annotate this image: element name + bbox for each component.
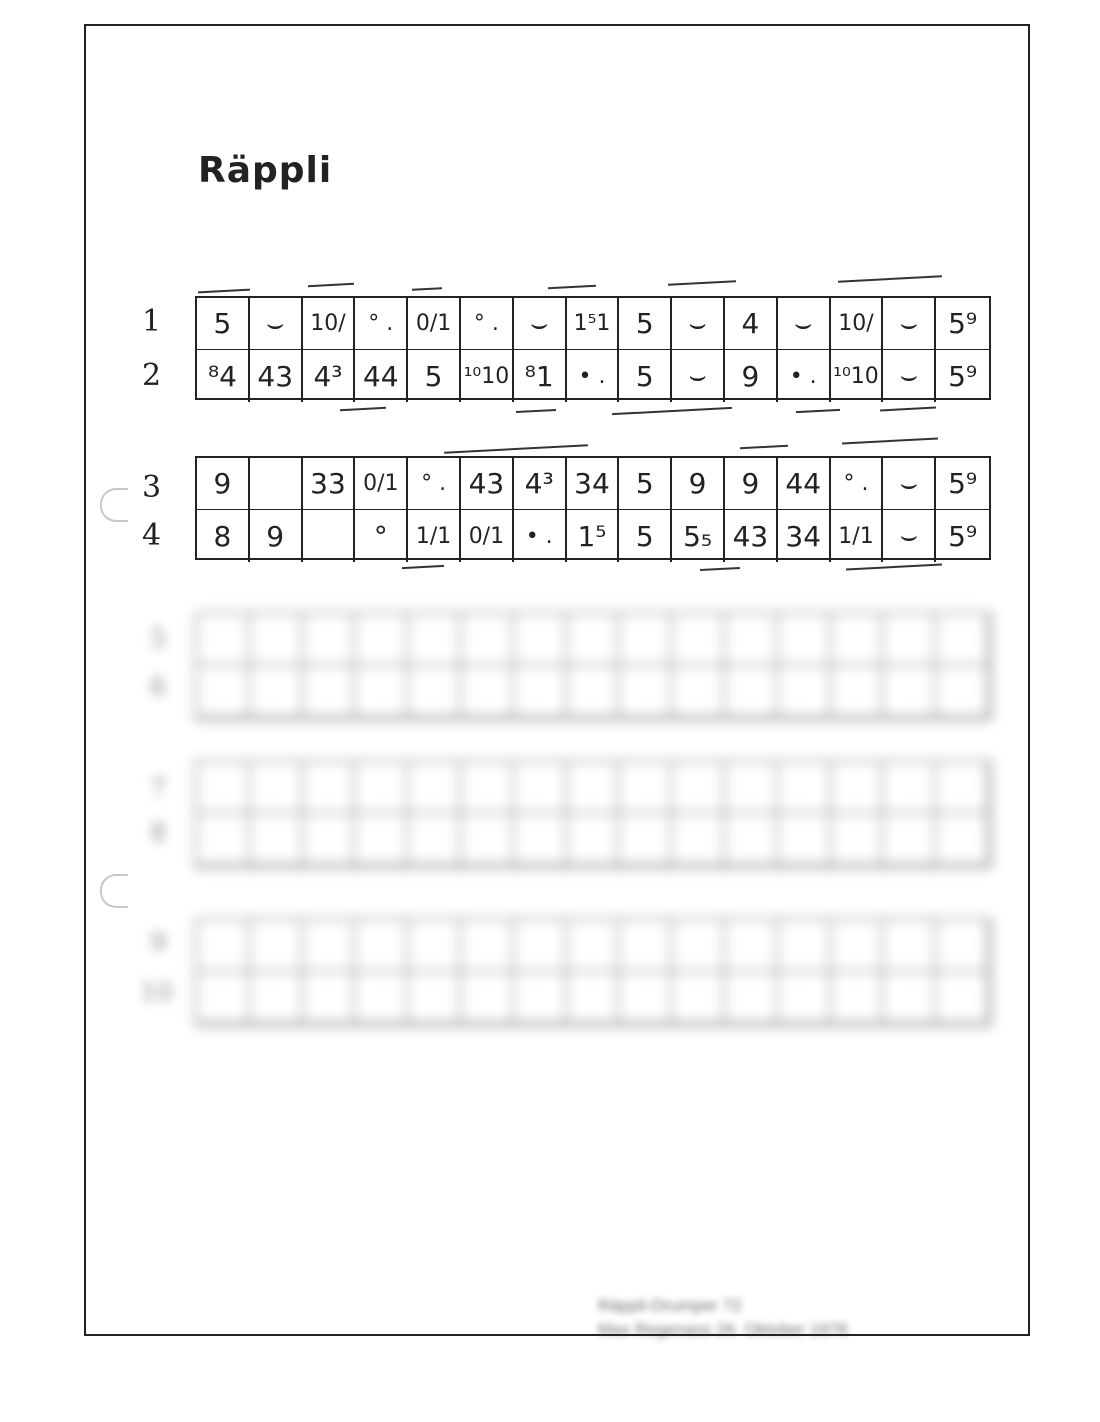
tab-cell: 5⁹ [936, 458, 989, 510]
blurred-cell [303, 762, 356, 814]
tab-cell [303, 510, 356, 562]
blurred-cell [936, 920, 989, 972]
blurred-cell [725, 614, 778, 666]
tab-cell: 5 [619, 458, 672, 510]
tab-cell: 43 [250, 350, 303, 402]
tab-cell: ° . [831, 458, 884, 510]
blurred-cell [408, 666, 461, 718]
blurred-cell [936, 614, 989, 666]
blurred-cell [619, 666, 672, 718]
punch-hole-upper [100, 488, 128, 522]
tab-cell: ⌣ [778, 298, 831, 350]
blurred-row-number: 7 [150, 774, 167, 804]
blurred-cell [567, 614, 620, 666]
blurred-tablature-block-3 [195, 612, 991, 720]
blurred-cell [778, 920, 831, 972]
blurred-cell [619, 762, 672, 814]
blurred-cell [831, 920, 884, 972]
tab-cell: ° . [355, 298, 408, 350]
blurred-cell [197, 666, 250, 718]
tab-cell: 0/1 [461, 510, 514, 562]
blurred-cell [831, 972, 884, 1024]
tab-cell: ⌣ [883, 458, 936, 510]
row-number-2: 2 [142, 358, 162, 393]
blurred-cell [619, 972, 672, 1024]
blurred-cell [303, 972, 356, 1024]
blurred-tablature-block-5 [195, 918, 991, 1026]
blurred-cell [883, 762, 936, 814]
tab-cell: 5⁹ [936, 298, 989, 350]
tab-cell: ° [355, 510, 408, 562]
tab-cell: 5₅ [672, 510, 725, 562]
row-number-4: 4 [142, 518, 162, 553]
tab-cell: 9 [197, 458, 250, 510]
tab-cell: ° . [408, 458, 461, 510]
blurred-cell [831, 762, 884, 814]
row-number-1: 1 [142, 304, 162, 339]
blurred-cell [250, 762, 303, 814]
blurred-cell [778, 666, 831, 718]
blurred-cell [197, 762, 250, 814]
blurred-cell [672, 920, 725, 972]
tab-cell: 33 [303, 458, 356, 510]
blurred-cell [567, 814, 620, 866]
blurred-cell [883, 614, 936, 666]
tab-cell: 9 [672, 458, 725, 510]
blurred-cell [936, 762, 989, 814]
blurred-cell [355, 920, 408, 972]
blurred-cell [883, 814, 936, 866]
blurred-cell [197, 972, 250, 1024]
tab-cell: • . [778, 350, 831, 402]
blurred-cell [725, 972, 778, 1024]
tab-cell: ⌣ [883, 510, 936, 562]
footer-line-1: Räppli-Drumper 72 [598, 1296, 742, 1315]
page-title: Räppli [198, 150, 333, 191]
blurred-cell [197, 614, 250, 666]
blurred-row-number: 8 [150, 818, 167, 848]
tab-cell: 34 [778, 510, 831, 562]
tab-cell: 9 [725, 458, 778, 510]
blurred-cell [303, 666, 356, 718]
blurred-cell [725, 666, 778, 718]
tab-cell: ⌣ [883, 298, 936, 350]
tab-cell: ° . [461, 298, 514, 350]
tab-cell: 5⁹ [948, 519, 978, 553]
blurred-cell [672, 762, 725, 814]
tab-cell: 5 [197, 298, 250, 350]
tab-cell: ⌣ [514, 298, 567, 350]
blurred-cell [461, 614, 514, 666]
blurred-cell [567, 920, 620, 972]
blurred-cell [619, 614, 672, 666]
blurred-cell [197, 814, 250, 866]
tab-cell: ⁸4 [197, 350, 250, 402]
blurred-cell [778, 614, 831, 666]
blurred-cell [461, 666, 514, 718]
blurred-cell [567, 666, 620, 718]
blurred-cell [514, 762, 567, 814]
blurred-cell [672, 972, 725, 1024]
tablature-block-2 [195, 456, 991, 560]
blurred-cell [831, 614, 884, 666]
tab-cell: 0/1 [355, 458, 408, 510]
tab-cell: 1⁵1 [567, 298, 620, 350]
tab-cell: ¹⁰10 [831, 350, 884, 402]
blurred-cell [408, 614, 461, 666]
blurred-cell [514, 614, 567, 666]
blurred-cell [461, 920, 514, 972]
tab-cell: ⌣ [250, 298, 303, 350]
blurred-tablature-block-4 [195, 760, 991, 868]
tab-cell: 43 [461, 458, 514, 510]
blurred-cell [303, 614, 356, 666]
blurred-cell [408, 762, 461, 814]
tab-cell: 44 [355, 350, 408, 402]
blurred-cell [250, 972, 303, 1024]
blurred-cell [461, 814, 514, 866]
blurred-row-number: 5 [150, 624, 167, 654]
blurred-cell [250, 614, 303, 666]
tab-cell: ⌣ [883, 350, 936, 402]
tab-cell: 4 [725, 298, 778, 350]
blurred-cell [514, 666, 567, 718]
blurred-cell [303, 920, 356, 972]
blurred-cell [725, 814, 778, 866]
tab-cell: 1/1 [408, 510, 461, 562]
blurred-cell [408, 972, 461, 1024]
blurred-cell [408, 814, 461, 866]
blurred-row-number: 9 [150, 928, 167, 958]
row-number-3: 3 [142, 470, 162, 505]
punch-hole-lower [100, 874, 128, 908]
blurred-cell [778, 814, 831, 866]
tab-cell: 1/1 [831, 510, 884, 562]
blurred-cell [936, 666, 989, 718]
blurred-cell [514, 920, 567, 972]
tab-cell: • . [514, 510, 567, 562]
blurred-cell [672, 814, 725, 866]
tab-cell: 9 [725, 350, 778, 402]
blurred-cell [408, 920, 461, 972]
blurred-cell [619, 920, 672, 972]
tab-cell: 4³ [514, 458, 567, 510]
tablature-block-1 [195, 296, 991, 400]
blurred-cell [672, 614, 725, 666]
tab-cell: 43 [725, 510, 778, 562]
blurred-cell [567, 762, 620, 814]
tab-cell: 10/ [303, 298, 356, 350]
blurred-cell [250, 666, 303, 718]
blurred-cell [936, 972, 989, 1024]
tab-cell: 5 [619, 298, 672, 350]
blurred-cell [883, 972, 936, 1024]
tab-cell: 44 [778, 458, 831, 510]
blurred-cell [725, 762, 778, 814]
tab-cell: 4³ [303, 350, 356, 402]
tab-cell: 8 [197, 510, 250, 562]
blurred-cell [725, 920, 778, 972]
tab-cell: 5⁹ [948, 359, 978, 393]
blurred-cell [514, 814, 567, 866]
tab-cell: ⌣ [672, 350, 725, 402]
blurred-cell [250, 814, 303, 866]
blurred-cell [355, 614, 408, 666]
tab-cell: ¹⁰10 [461, 350, 514, 402]
blurred-cell [514, 972, 567, 1024]
tab-cell: 0/1 [408, 298, 461, 350]
blurred-cell [303, 814, 356, 866]
tab-cell: 34 [567, 458, 620, 510]
blurred-cell [355, 666, 408, 718]
blurred-cell [567, 972, 620, 1024]
tab-cell [250, 458, 303, 510]
blurred-cell [250, 920, 303, 972]
blurred-cell [355, 814, 408, 866]
blurred-cell [831, 814, 884, 866]
blurred-cell [778, 972, 831, 1024]
blurred-cell [778, 762, 831, 814]
tab-cell: 5 [408, 350, 461, 402]
blurred-cell [883, 920, 936, 972]
tab-cell: 5 [619, 510, 672, 562]
tab-cell: 10/ [831, 298, 884, 350]
tab-cell: ⌣ [672, 298, 725, 350]
blurred-cell [355, 762, 408, 814]
blurred-row-number: 10 [140, 978, 174, 1008]
blurred-cell [461, 972, 514, 1024]
blurred-cell [936, 814, 989, 866]
footer-line-2: Max Regenass 26. Oktober 1978 [598, 1320, 848, 1339]
blurred-cell [461, 762, 514, 814]
tab-cell: ⁸1 [514, 350, 567, 402]
blurred-cell [355, 972, 408, 1024]
blurred-cell [197, 920, 250, 972]
tab-cell: 5 [619, 350, 672, 402]
tab-cell: 1⁵ [567, 510, 620, 562]
blurred-cell [619, 814, 672, 866]
blurred-cell [883, 666, 936, 718]
blurred-cell [672, 666, 725, 718]
tab-cell: 9 [250, 510, 303, 562]
blurred-cell [831, 666, 884, 718]
tab-cell: • . [567, 350, 620, 402]
blurred-row-number: 6 [150, 672, 167, 702]
